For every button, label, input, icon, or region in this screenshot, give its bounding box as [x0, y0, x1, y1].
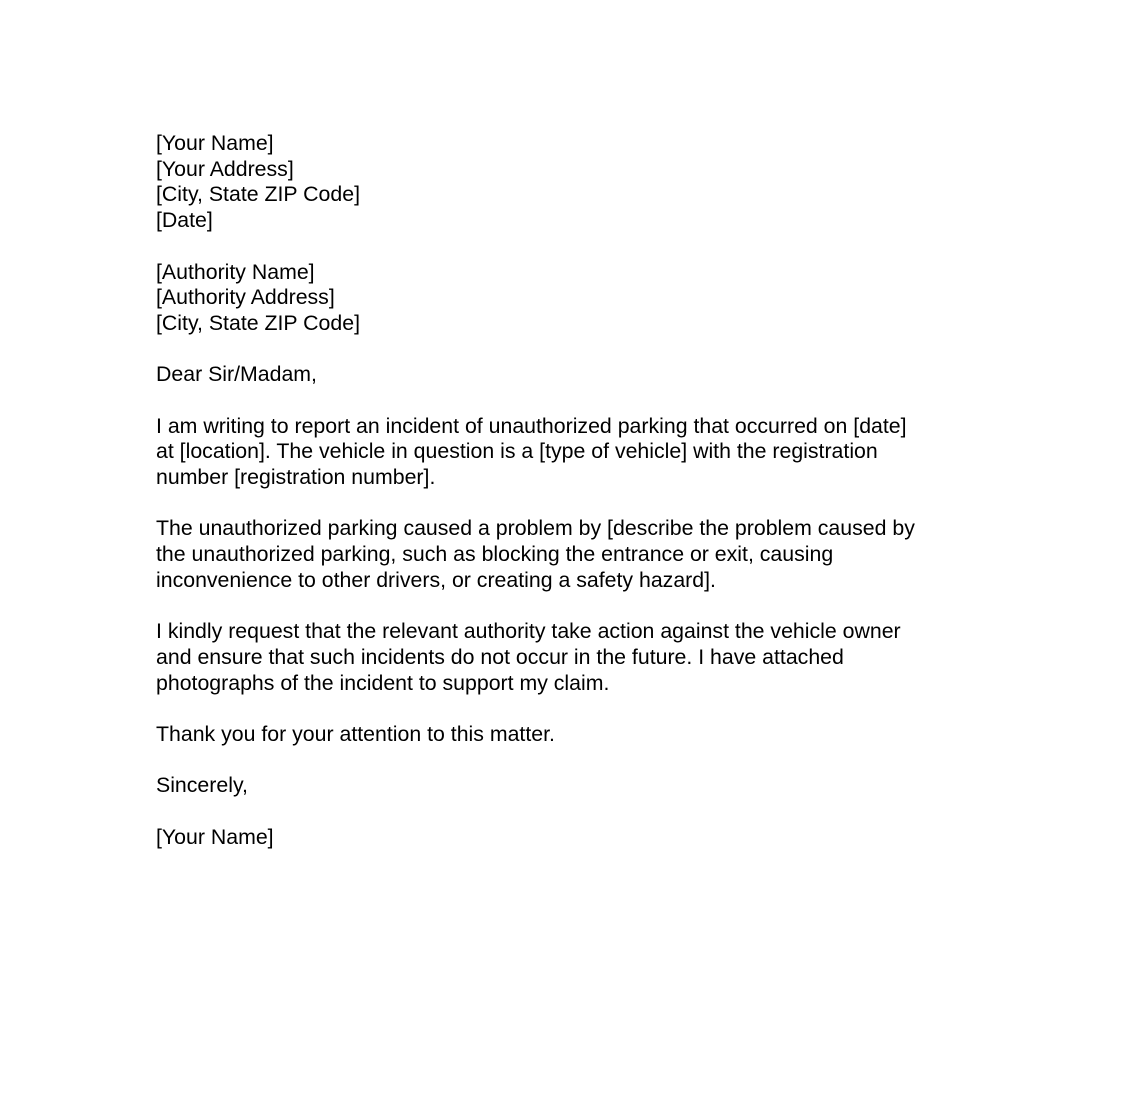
sender-name: [Your Name]	[156, 131, 274, 155]
signature-name: [Your Name]	[156, 824, 274, 849]
paragraph-line: the unauthorized parking, such as blocking the entrance or exit, causing	[156, 542, 834, 567]
salutation	[156, 362, 976, 388]
paragraph-line: I kindly request that the relevant authority take action against the vehicle owner	[156, 619, 901, 644]
body-paragraph-2	[156, 516, 976, 593]
recipient-city-state-zip: [City, State ZIP Code]	[156, 310, 360, 335]
sender-city-state-zip: [City, State ZIP Code]	[156, 182, 360, 207]
body-paragraph-4	[156, 722, 976, 748]
letter-body	[156, 131, 976, 876]
paragraph-line: at [location]. The vehicle in question is a [type of vehicle] with the registration	[156, 439, 878, 464]
sender-address: [Your Address]	[156, 156, 294, 181]
paragraph-line: photographs of the incident to support my claim.	[156, 670, 610, 695]
salutation-text: Dear Sir/Madam,	[156, 362, 317, 387]
signature	[156, 825, 976, 851]
letter-date: [Date]	[156, 208, 213, 233]
sender-block	[156, 131, 976, 234]
recipient-address: [Authority Address]	[156, 285, 335, 310]
paragraph-line: The unauthorized parking caused a problem by [describe the problem caused by	[156, 516, 915, 541]
recipient-name: [Authority Name]	[156, 259, 315, 284]
paragraph-line: and ensure that such incidents do not occur in the future. I have attached	[156, 644, 844, 669]
body-paragraph-3	[156, 619, 976, 696]
body-paragraph-1	[156, 414, 976, 491]
closing	[156, 773, 976, 799]
closing-text: Sincerely,	[156, 773, 248, 798]
paragraph-line: number [registration number].	[156, 465, 436, 490]
paragraph-line: Thank you for your attention to this matter.	[156, 722, 555, 747]
recipient-block	[156, 260, 976, 337]
paragraph-line: inconvenience to other drivers, or creating a safety hazard].	[156, 567, 716, 592]
paragraph-line: I am writing to report an incident of unauthorized parking that occurred on [date]	[156, 413, 907, 438]
